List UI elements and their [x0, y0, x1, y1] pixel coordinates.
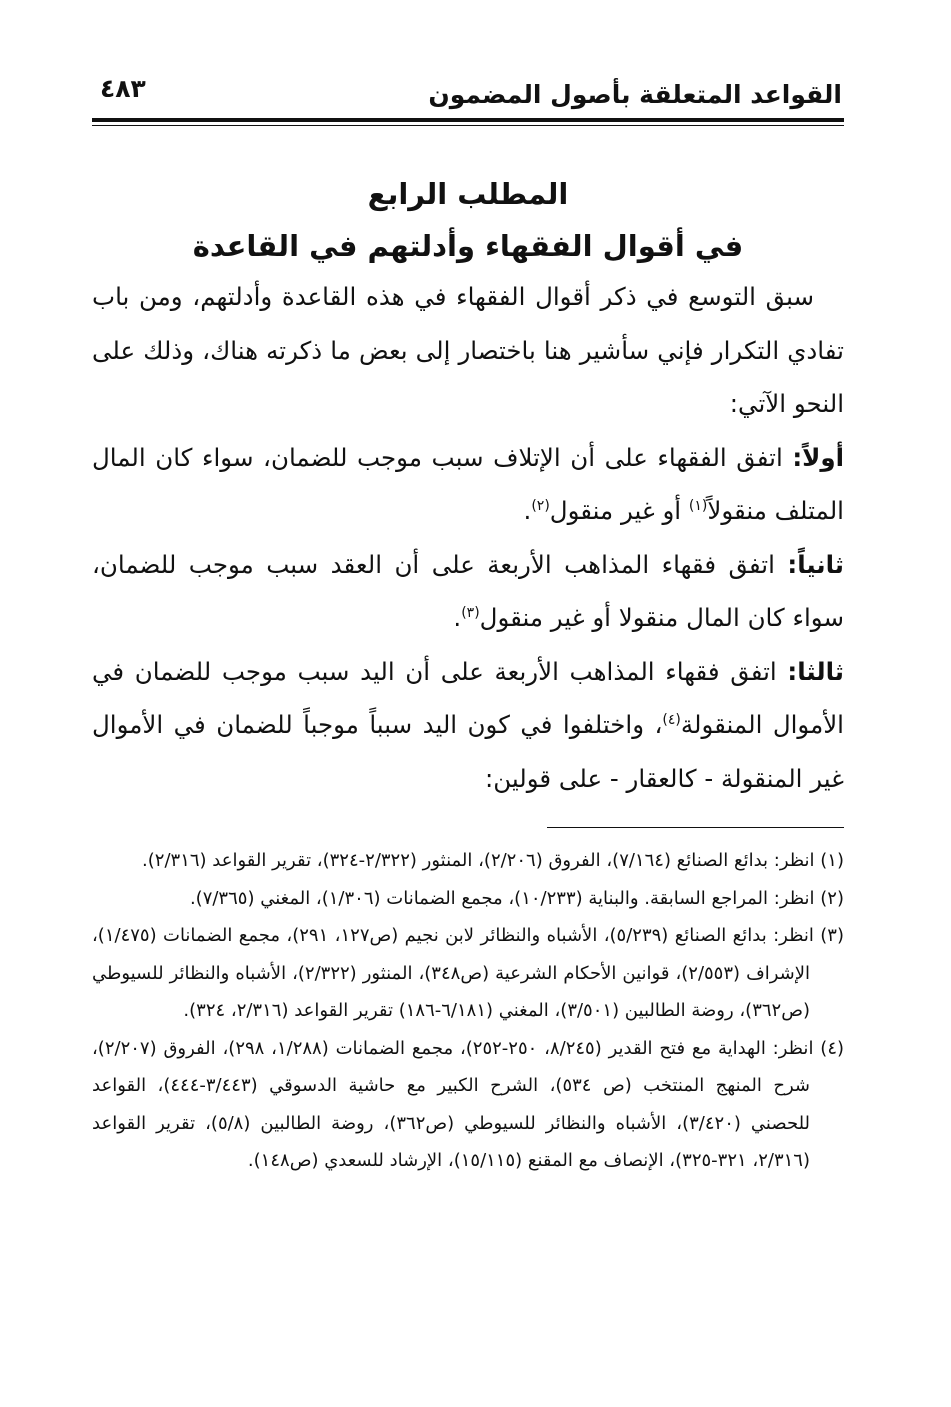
footnote-3: (٣) انظر: بدائع الصنائع (٥/٢٣٩)، الأشباه والنظائر لابن نجيم (ص١٢٧، ٢٩١)، مجمع الضمانات (١/٤٧٥)، الإشراف (٢/٥٥٣)، قوانين الأحكام الشرعية (ص٣٤٨)، المنثور (٢/٣٢٢)، الأشباه والنظائر للسيوطي (ص٣٦٢)، روضة الطالبين (٣/٥٠١)، المغني (٦/١٨١-١٨٦) تقرير القواعد (٢/٣١٦، ٣٢٤).: [92, 925, 844, 1021]
point-one-lead: أولاً:: [792, 442, 844, 472]
page-number: ٤٨٣: [100, 74, 146, 103]
point-two-paragraph: [92, 538, 844, 645]
point-three-lead: ثالثا:: [787, 656, 844, 686]
footnote-4: (٤) انظر: الهداية مع فتح القدير (٨/٢٤٥، ٢٥٠-٢٥٢)، مجمع الضمانات (١/٢٨٨، ٢٩٨)، الفروق (٢/٢٠٧)، شرح المنهج المنتخب (ص ٥٣٤)، الشرح الكبير مع حاشية الدسوقي (٣/٤٤٣-٤٤٤)، القواعد للحصني (٣/٤٢٠)، الأشباه والنظائر للسيوطي (ص٣٦٢)، روضة الطالبين (٥/٨)، تقرير القواعد (٢/٣١٦، ٣٢١-٣٢٥)، الإنصاف مع المقنع (١٥/١١٥)، الإرشاد للسعدي (ص١٤٨).: [92, 1037, 845, 1171]
point-three-paragraph: [92, 645, 844, 806]
book-page: [92, 70, 844, 1180]
footnote-ref-3[interactable]: (٣): [461, 604, 480, 621]
point-one-text-a: اتفق الفقهاء على أن الإتلاف سبب موجب للضمان، سواء كان المال المتلف منقولاً: [92, 442, 844, 525]
header-rule: [92, 118, 844, 122]
footnote-ref-1[interactable]: (١): [688, 497, 708, 514]
page-header: [92, 70, 844, 118]
point-one-text-c: .: [523, 496, 532, 525]
footnote-ref-2[interactable]: (٢): [531, 497, 550, 514]
section-subheading: في أقوال الفقهاء وأدلتهم في القاعدة: [192, 229, 744, 263]
footnote-separator: [547, 827, 844, 828]
point-two-text-a: اتفق فقهاء المذاهب الأربعة على أن العقد سبب موجب للضمان، سواء كان المال منقولا أو غير منقول: [92, 549, 844, 632]
point-three-text-a: اتفق فقهاء المذاهب الأربعة على أن اليد سبب موجب للضمان في الأموال المنقولة: [92, 656, 844, 739]
point-one-text-b: أو غير منقول: [549, 496, 689, 525]
footnotes: [92, 842, 844, 1180]
body-text: [92, 270, 844, 805]
footnote-1: (١) انظر: بدائع الصنائع (٧/١٦٤)، الفروق (٢/٢٠٦)، المنثور (٢/٣٢٢-٣٢٤)، تقرير القواعد (٢/٣١٦).: [142, 850, 844, 871]
running-title: القواعد المتعلقة بأصول المضمون: [428, 80, 842, 109]
point-one-paragraph: [92, 431, 844, 538]
point-two-lead: ثانياً:: [787, 549, 844, 579]
intro-paragraph: سبق التوسع في ذكر أقوال الفقهاء في هذه القاعدة وأدلتهم، ومن باب تفادي التكرار فإني سأشير هنا باختصار إلى بعض ما ذكرته هناك، وذلك على النحو الآتي:: [92, 282, 844, 418]
footnote-ref-4[interactable]: (٤): [662, 711, 681, 728]
footnote-2: (٢) انظر: المراجع السابقة. والبناية (١٠/٢٣٣)، مجمع الضمانات (١/٣٠٦)، المغني (٧/٣٦٥).: [189, 887, 844, 909]
point-three-text-b: ، واختلفوا في كون اليد سبباً موجباً للضمان في الأموال غير المنقولة - كالعقار - على قولين:: [92, 710, 844, 793]
point-two-text-b: .: [453, 603, 462, 632]
section-heading: المطلب الرابع: [367, 177, 569, 211]
header-rule-thin: [92, 125, 844, 126]
